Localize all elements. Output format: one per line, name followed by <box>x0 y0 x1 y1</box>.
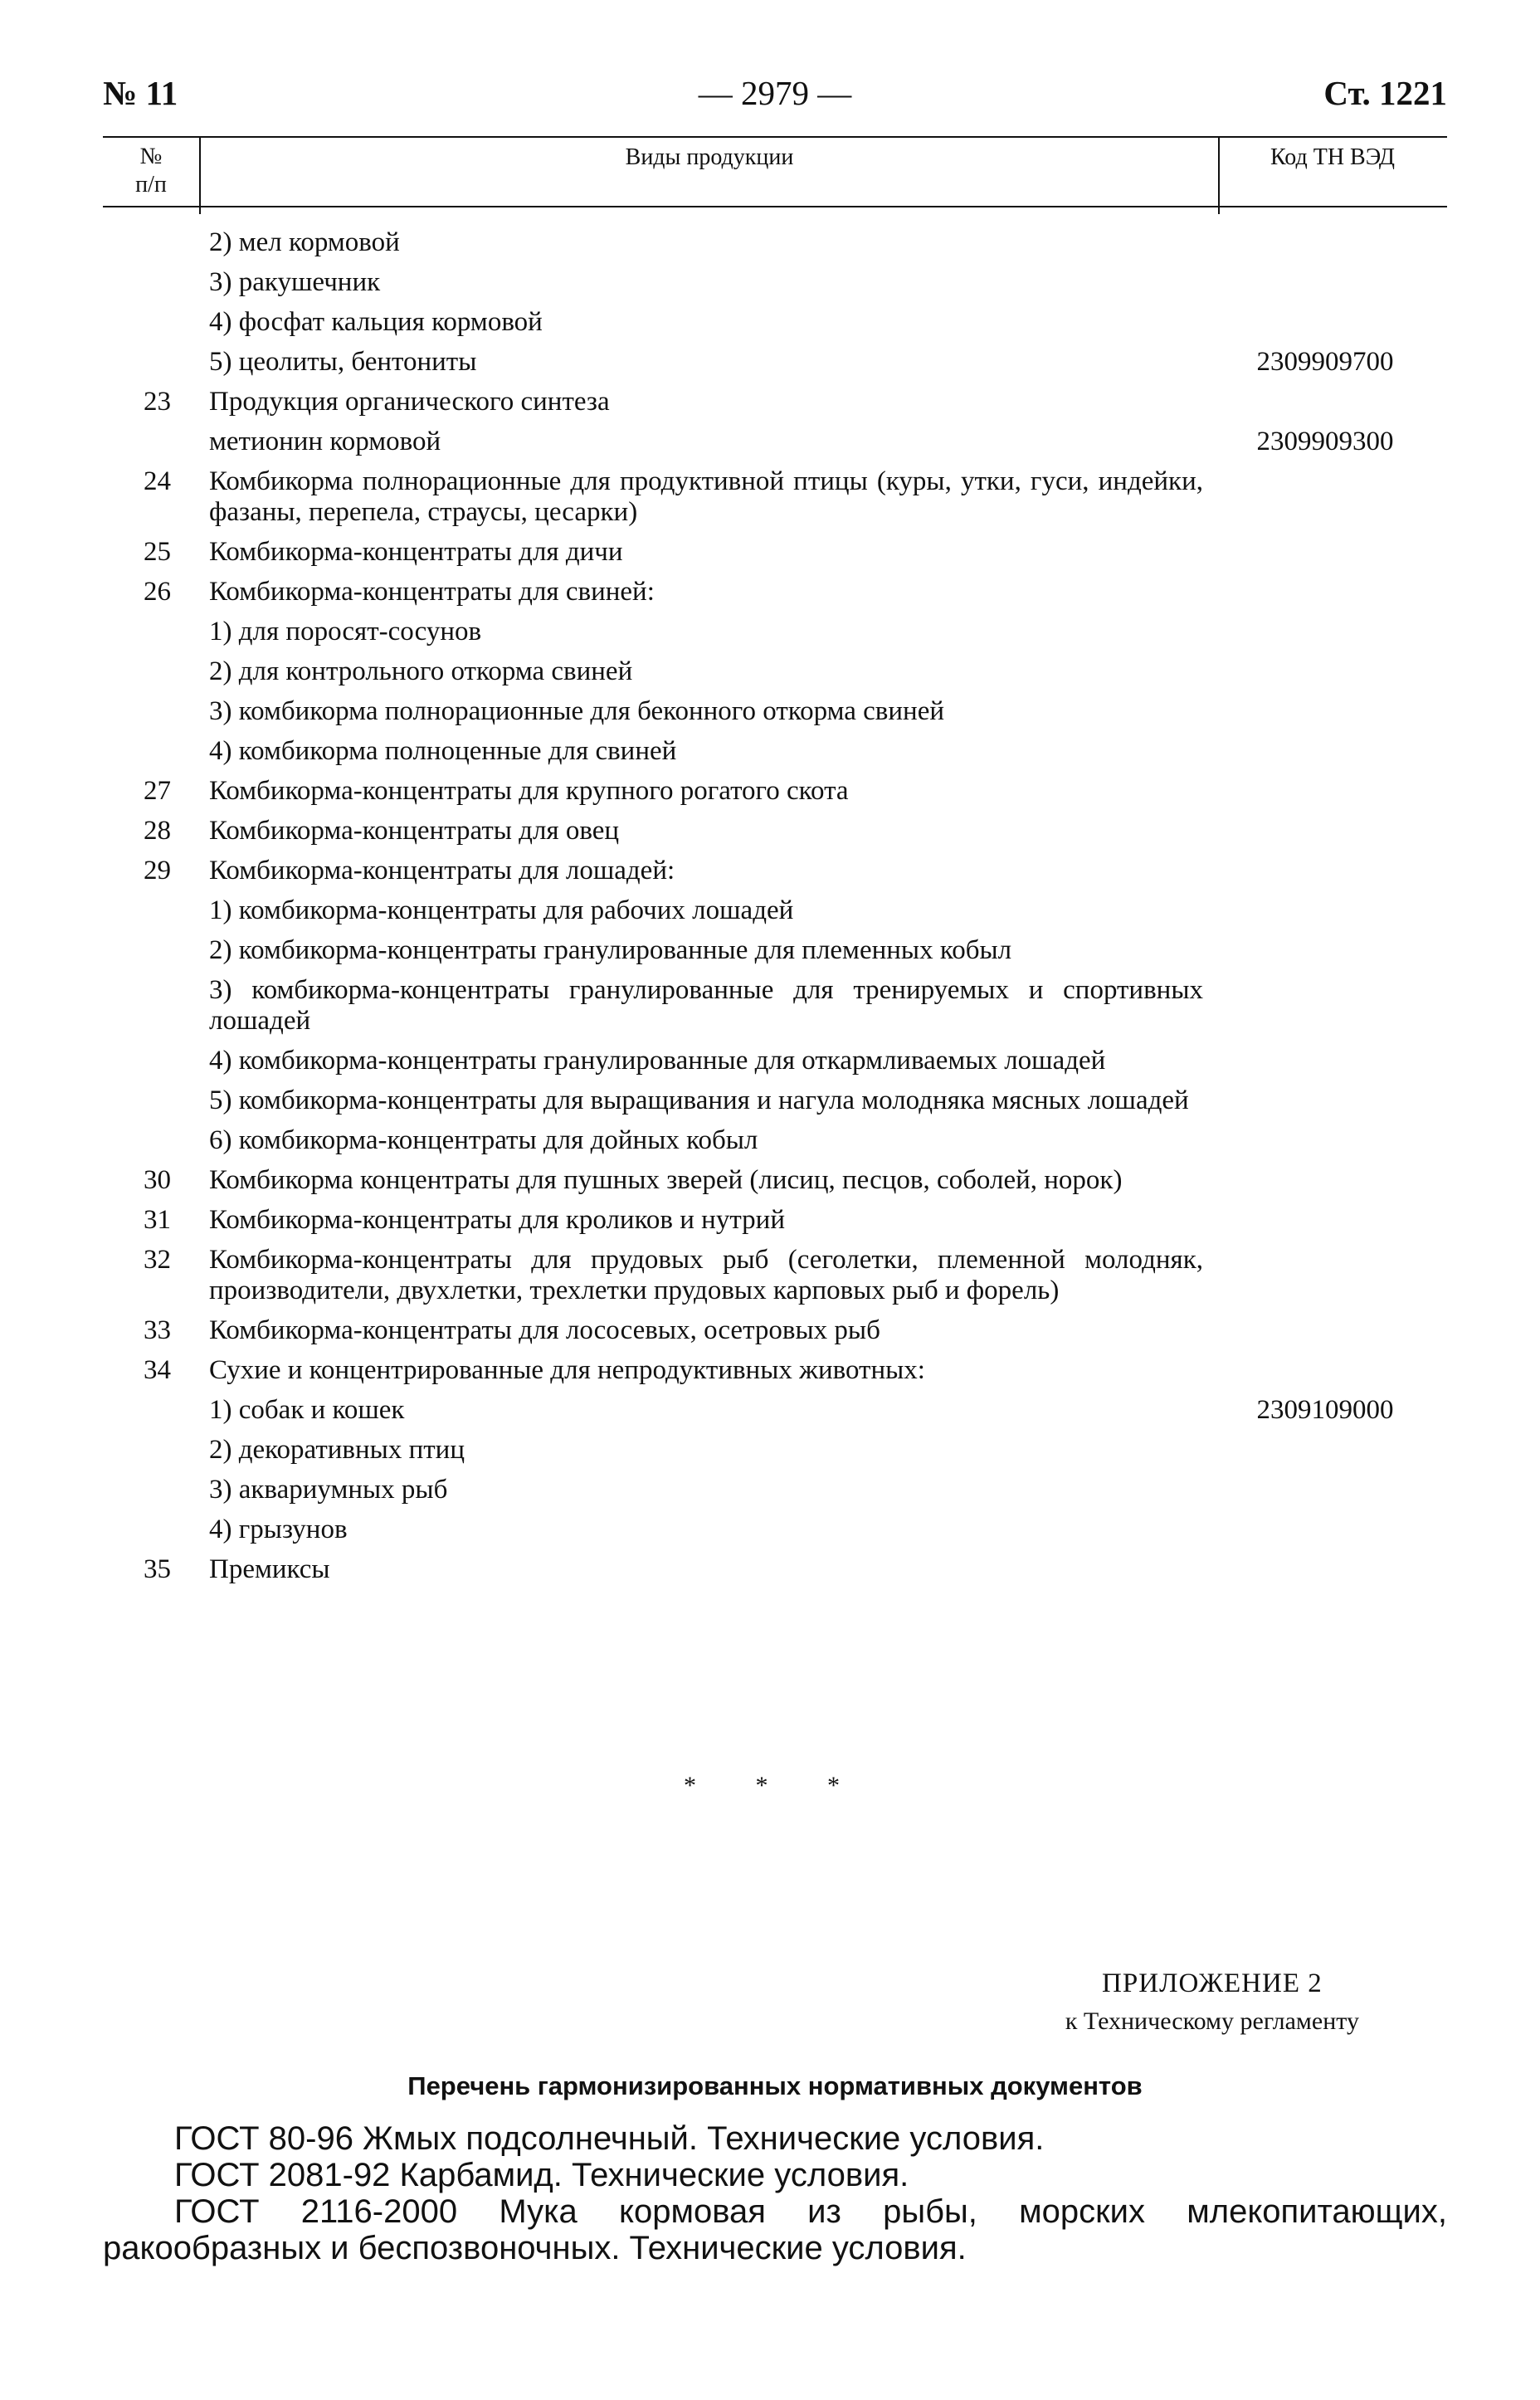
row-code: 2309909700 <box>1256 347 1394 377</box>
table-body <box>103 227 1447 1594</box>
row-product-name: 5) цеолиты, бентониты <box>209 347 477 377</box>
row-product-name: Комбикорма-концентраты для прудовых рыб (сеголетки, племенной молодняк, производители, двухлетки, трехлетки прудовых карповых рыб и форель) <box>209 1245 1203 1305</box>
table-row <box>103 1165 1447 1196</box>
table-row <box>103 1554 1447 1585</box>
table-row <box>103 816 1447 846</box>
page-number: — 2979 — <box>698 74 852 112</box>
row-product-name: Комбикорма-концентраты для лошадей: <box>209 856 675 885</box>
row-product-name: 1) собак и кошек <box>209 1395 405 1425</box>
row-product-name: 3) аквариумных рыб <box>209 1475 448 1505</box>
row-product-name: 4) комбикорма-концентраты гранулированные для откармливаемых лошадей <box>209 1046 1106 1076</box>
table-row <box>103 1315 1447 1346</box>
row-product-name: 5) комбикорма-концентраты для выращивания и нагула молодняка мясных лошадей <box>209 1085 1189 1115</box>
table-row <box>103 577 1447 607</box>
document-item: ГОСТ 2081-92 Карбамид. Технические условия. <box>174 2157 909 2193</box>
row-number: 28 <box>144 816 171 846</box>
row-product-name: Комбикорма-концентраты для кроликов и нутрий <box>209 1205 785 1235</box>
appendix-title: ПРИЛОЖЕНИЕ 2 <box>1102 1968 1323 1998</box>
header-name: Виды продукции <box>199 138 1220 214</box>
table-row <box>103 1125 1447 1156</box>
row-product-name: 4) комбикорма полноценные для свиней <box>209 736 677 766</box>
row-product-name: Комбикорма-концентраты для лососевых, осетровых рыб <box>209 1315 880 1345</box>
table-header <box>103 136 1447 207</box>
row-product-name: 1) для поросят-сосунов <box>209 617 482 646</box>
row-product-name: 2) декоративных птиц <box>209 1435 465 1465</box>
row-product-name: Премиксы <box>209 1554 330 1584</box>
row-number: 23 <box>144 387 171 417</box>
table-row <box>103 466 1447 528</box>
table-row <box>103 537 1447 568</box>
table-row <box>103 1395 1447 1426</box>
row-product-name: Комбикорма-концентраты для дичи <box>209 537 623 567</box>
header-num: № п/п <box>135 144 167 198</box>
row-code: 2309909300 <box>1256 427 1394 456</box>
row-product-name: 1) комбикорма-концентраты для рабочих лошадей <box>209 895 794 925</box>
table-row <box>103 1245 1447 1306</box>
document-item: ГОСТ 80-96 Жмых подсолнечный. Технические условия. <box>174 2120 1045 2157</box>
table-row <box>103 1515 1447 1545</box>
documents-list <box>103 2120 1447 2266</box>
table-row <box>103 935 1447 966</box>
row-number: 34 <box>144 1355 171 1385</box>
article-number: Ст. 1221 <box>1323 74 1447 112</box>
row-product-name: Комбикорма-концентраты для свиней: <box>209 577 655 607</box>
header-code: Код ТН ВЭД <box>1270 144 1395 170</box>
table-row <box>103 895 1447 926</box>
table-row <box>103 696 1447 727</box>
row-code: 2309109000 <box>1256 1395 1394 1425</box>
row-number: 25 <box>144 537 171 567</box>
row-product-name: Комбикорма полнорационные для продуктивной птицы (куры, утки, гуси, индейки, фазаны, перепела, страусы, цесарки) <box>209 466 1203 527</box>
row-product-name: 4) грызунов <box>209 1515 348 1544</box>
table-row <box>103 656 1447 687</box>
row-product-name: Комбикорма-концентраты для овец <box>209 816 620 846</box>
row-number: 32 <box>144 1245 171 1275</box>
appendix-subtitle: к Техническому регламенту <box>1065 2007 1359 2035</box>
row-product-name: 2) для контрольного откорма свиней <box>209 656 633 686</box>
table-row <box>103 1475 1447 1505</box>
row-product-name: 2) мел кормовой <box>209 227 400 257</box>
row-product-name: 3) комбикорма-концентраты гранулированные для тренируемых и спортивных лошадей <box>209 975 1203 1036</box>
appendix-heading <box>1065 1968 1359 2036</box>
row-product-name: метионин кормовой <box>209 427 441 456</box>
row-number: 29 <box>144 856 171 885</box>
document-item: ГОСТ 2116-2000 Мука кормовая из рыбы, морских млекопитающих, ракообразных и беспозвоночных. Технические условия. <box>103 2193 1447 2266</box>
table-row <box>103 1435 1447 1466</box>
table-row <box>103 856 1447 886</box>
row-product-name: 3) ракушечник <box>209 267 381 297</box>
row-product-name: 2) комбикорма-концентраты гранулированные для племенных кобыл <box>209 935 1012 965</box>
row-number: 35 <box>144 1554 171 1584</box>
issue-number: № 11 <box>103 74 178 112</box>
row-product-name: Комбикорма-концентраты для крупного рогатого скота <box>209 776 849 806</box>
table-row <box>103 1046 1447 1076</box>
row-number: 27 <box>144 776 171 806</box>
row-product-name: Сухие и концентрированные для непродуктивных животных: <box>209 1355 925 1385</box>
page-header <box>103 73 1447 123</box>
table-row <box>103 267 1447 298</box>
row-number: 33 <box>144 1315 171 1345</box>
row-product-name: 3) комбикорма полнорационные для беконного откорма свиней <box>209 696 945 726</box>
table-row <box>103 975 1447 1037</box>
table-row <box>103 736 1447 767</box>
separator-stars: * * * <box>684 1772 866 1799</box>
row-product-name: 4) фосфат кальция кормовой <box>209 307 543 337</box>
table-row <box>103 227 1447 258</box>
row-number: 30 <box>144 1165 171 1195</box>
table-row <box>103 1085 1447 1116</box>
table-row <box>103 1205 1447 1236</box>
row-product-name: 6) комбикорма-концентраты для дойных кобыл <box>209 1125 758 1155</box>
table-row <box>103 347 1447 378</box>
row-product-name: Комбикорма концентраты для пушных зверей (лисиц, песцов, соболей, норок) <box>209 1165 1123 1195</box>
row-number: 24 <box>144 466 171 496</box>
table-row <box>103 1355 1447 1386</box>
row-number: 26 <box>144 577 171 607</box>
list-title: Перечень гармонизированных нормативных документов <box>407 2071 1143 2100</box>
table-row <box>103 617 1447 647</box>
table-row <box>103 387 1447 417</box>
row-number: 31 <box>144 1205 171 1235</box>
table-row <box>103 776 1447 807</box>
table-row <box>103 307 1447 338</box>
table-row <box>103 427 1447 457</box>
row-product-name: Продукция органического синтеза <box>209 387 610 417</box>
